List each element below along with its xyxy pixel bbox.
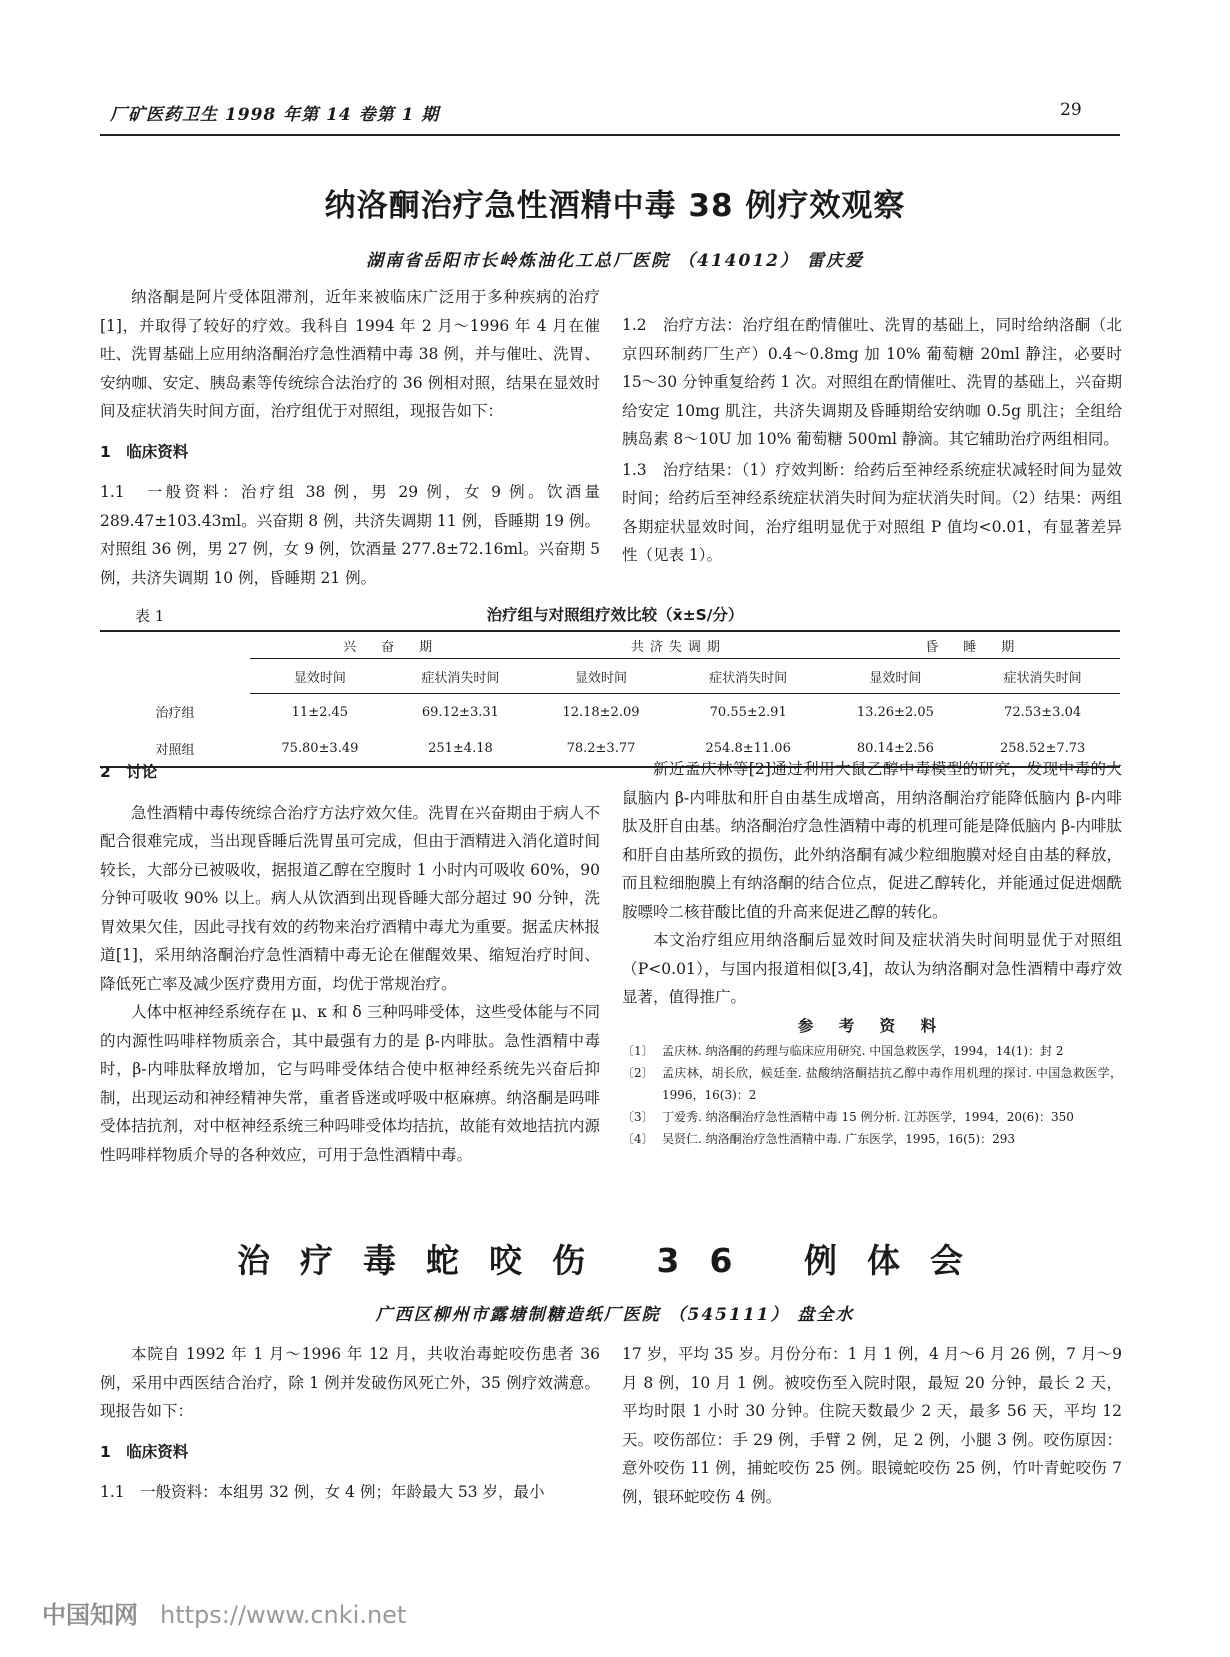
table-cell: 80.14±2.56 (826, 730, 966, 767)
references-heading: 参 考 资 料 (797, 1016, 947, 1035)
table-subheader: 症状消失时间 (390, 659, 531, 694)
table-cell: 254.8±11.06 (671, 730, 826, 767)
article2-title: 治疗毒蛇咬伤 36 例体会 (237, 1241, 993, 1280)
article1-discussion-right (622, 755, 1122, 1150)
table-cell: 13.26±2.05 (856, 704, 934, 720)
discussion-paragraph: 新近孟庆林等[2]通过利用大鼠乙醇中毒模型的研究，发现中毒的大鼠脑内 β-内啡肽和肝自由基生成增高，用纳洛酮治疗能降低脑内 β-内啡肽及肝自由基。纳洛酮治疗急性酒精中毒的机理可能是降低脑内 β-内啡肽和肝自由基所致的损伤，此外纳洛酮有减少粒细胞膜对烃自由基的释放，而且粒细胞膜上有纳洛酮的结合位点，促进乙醇转化，并能通过促进烟酰胺嘌呤二核苷酸比值的升高来促进乙醇的转化。 (622, 760, 1122, 921)
table-row-label: 对照组 (100, 730, 250, 767)
article1-section2-heading: 2 讨论 (100, 763, 158, 781)
results-table (100, 630, 1120, 768)
header-rule (100, 134, 1120, 136)
article1-section1-heading: 1 临床资料 (100, 442, 189, 461)
article2-general-data-cont: 17 岁，平均 35 岁。月份分布：1 月 1 例，4 月～6 月 26 例，7 月～9 月 8 例，10 月 1 例。被咬伤至入院时限，最短 20 分钟，最长 2 天，平均时限 1 小时 30 分钟。住院天数最少 2 天，最多 56 天，平均 12 天。咬伤部位：手 29 例，手臂 2 例，足 2 例，小腿 3 例。咬伤原因：意外咬伤 11 例，捕蛇咬伤 25 例。眼镜蛇咬伤 25 例，竹叶青蛇咬伤 7 例，银环蛇咬伤 4 例。 (622, 1345, 1122, 1506)
table-cell: 12.18±2.09 (562, 704, 640, 720)
discussion-paragraph: 本文治疗组应用纳洛酮后显效时间及症状消失时间明显优于对照组（P<0.01），与国内报道相似[3,4]，故认为纳洛酮对急性酒精中毒疗效显著，值得推广。 (622, 931, 1122, 1006)
table-title: 治疗组与对照组疗效比较（x̄±S/分） (486, 606, 744, 624)
journal-header: 厂矿医药卫生 1998 年第 14 卷第 1 期 (110, 105, 440, 125)
table-cell: 70.55±2.91 (709, 704, 787, 720)
reference-text: 孟庆林. 纳洛酮的药理与临床应用研究. 中国急救医学，1994，14(1)：封 2 (662, 1044, 1064, 1058)
reference-number: 〔3〕 (622, 1110, 654, 1124)
reference-item (622, 1040, 1122, 1062)
references-list (622, 1040, 1122, 1150)
table-cell: 258.52±7.73 (965, 730, 1120, 767)
article2-affiliation: 广西区柳州市露塘制糖造纸厂医院 （545111） 盘全水 (375, 1305, 855, 1325)
table-subheader: 显效时间 (531, 659, 671, 694)
watermark-url: https://www.cnki.net (160, 1601, 407, 1629)
table-subheader: 症状消失时间 (671, 659, 826, 694)
article1-column-left (100, 283, 600, 592)
article2-column-right (622, 1340, 1122, 1511)
article2-general-data: 1.1 一般资料：本组男 32 例，女 4 例；年龄最大 53 岁，最小 (100, 1483, 545, 1501)
reference-text: 孟庆林，胡长欣，候廷奎. 盐酸纳洛酮拮抗乙醇中毒作用机理的探讨. 中国急救医学，1996，16(3)：2 (662, 1066, 1122, 1102)
article1-discussion-left (100, 758, 600, 1169)
table-group-header: 昏 睡 期 (826, 631, 1120, 659)
table-row-label: 治疗组 (155, 706, 195, 722)
article1-general-data: 1.1 一般资料：治疗组 38 例，男 29 例，女 9 例。饮酒量 289.47±103.43ml。兴奋期 8 例，共济失调期 11 例，昏睡期 19 例。对照组 36 例，男 27 例，女 9 例，饮酒量 277.8±72.16ml。兴奋期 5 例，共济失调期 10 例，昏睡期 21 例。 (100, 483, 600, 587)
table-cell: 75.80±3.49 (250, 730, 390, 767)
article2-column-left (100, 1340, 600, 1507)
discussion-paragraph: 急性酒精中毒传统综合治疗方法疗效欠佳。洗胃在兴奋期由于病人不配合很难完成，当出现昏睡后洗胃虽可完成，但由于酒精进入消化道时间较长，大部分已被吸收，据报道乙醇在空腹时 1 小时内可吸收 60%，90 分钟可吸收 90% 以上。病人从饮酒到出现昏睡大部分超过 90 分钟，洗胃效果欠佳，因此寻找有效的药物来治疗酒精中毒尤为重要。据孟庆林报道[1]，采用纳洛酮治疗急性酒精中毒无论在催醒效果、缩短治疗时间、降低死亡率及减少医疗费用方面，均优于常规治疗。 (100, 803, 600, 993)
table-cell: 78.2±3.77 (531, 730, 671, 767)
table-cell: 251±4.18 (390, 730, 531, 767)
cnki-watermark (42, 1595, 406, 1630)
table-group-header: 兴 奋 期 (250, 631, 531, 659)
table-cell: 72.53±3.04 (1004, 704, 1082, 720)
reference-number: 〔4〕 (622, 1132, 654, 1146)
reference-item (622, 1128, 1122, 1150)
reference-item (622, 1062, 1122, 1106)
article1-intro: 纳洛酮是阿片受体阻滞剂，近年来被临床广泛用于多种疾病的治疗[1]，并取得了较好的疗效。我科自 1994 年 2 月～1996 年 4 月在催吐、洗胃基础上应用纳洛酮治疗急性酒精中毒 38 例，并与催吐、洗胃、安纳咖、安定、胰岛素等传统综合法治疗的 36 例相对照，结果在显效时间及症状消失时间方面，治疗组优于对照组，现报告如下： (100, 288, 600, 420)
table-corner (100, 631, 250, 694)
article1-affiliation: 湖南省岳阳市长岭炼油化工总厂医院 （414012） 雷庆爱 (366, 251, 864, 271)
page-number: 29 (1060, 100, 1082, 120)
watermark-brand: 中国知网 (42, 1601, 138, 1629)
article1-column-right (622, 283, 1122, 570)
reference-text: 吴贤仁. 纳洛酮治疗急性酒精中毒. 广东医学，1995，16(5)：293 (662, 1132, 1015, 1146)
table-cell: 11±2.45 (291, 704, 349, 720)
article2-intro: 本院自 1992 年 1 月～1996 年 12 月，共收治毒蛇咬伤患者 36 例，采用中西医结合治疗，除 1 例并发破伤风死亡外，35 例疗效满意。现报告如下： (100, 1345, 600, 1420)
article2-section1-heading: 1 临床资料 (100, 1442, 189, 1461)
article1-treatment-result: 1.3 治疗结果：（1）疗效判断：给药后至神经系统症状减轻时间为显效时间；给药后至神经系统症状消失时间为症状消失时间。（2）结果：两组各期症状显效时间，治疗组明显优于对照组 P 值均<0.01，有显著差异性（见表 1）。 (622, 460, 1122, 564)
table-label: 表 1 (135, 607, 165, 625)
table-cell: 69.12±3.31 (421, 704, 499, 720)
article1-treatment-method: 1.2 治疗方法：治疗组在酌情催吐、洗胃的基础上，同时给纳洛酮（北京四环制药厂生产）0.4～0.8mg 加 10% 葡萄糖 20ml 静注，必要时 15～30 分钟重复给药 1 次。对照组在酌情催吐、洗胃的基础上，兴奋期给安定 10mg 肌注，共济失调期及昏睡期给安纳咖 0.5g 肌注；全组给胰岛素 8～10U 加 10% 葡萄糖 500ml 静滴。其它辅助治疗两组相同。 (622, 316, 1122, 448)
discussion-paragraph: 人体中枢神经系统存在 μ、κ 和 δ 三种吗啡受体，这些受体能与不同的内源性吗啡样物质亲合，其中最强有力的是 β-内啡肽。急性酒精中毒时，β-内啡肽释放增加，它与吗啡受体结合使中枢神经系统先兴奋后抑制，出现运动和神经精神失常，重者昏迷或呼吸中枢麻痹。纳洛酮是吗啡受体拮抗剂，对中枢神经系统三种吗啡受体均拮抗，故能有效地拮抗内源性吗啡样物质介导的各种效应，可用于急性酒精中毒。 (100, 1003, 600, 1164)
table-row (100, 694, 1120, 731)
article1-title: 纳洛酮治疗急性酒精中毒 38 例疗效观察 (324, 188, 906, 224)
reference-item (622, 1106, 1122, 1128)
table-subheader: 显效时间 (250, 659, 390, 694)
reference-text: 丁爱秀. 纳洛酮治疗急性酒精中毒 15 例分析. 江苏医学，1994，20(6)：350 (662, 1110, 1074, 1124)
reference-number: 〔2〕 (622, 1066, 654, 1080)
table-subheader: 显效时间 (826, 659, 966, 694)
table-group-header: 共济失调期 (531, 631, 825, 659)
table-subheader: 症状消失时间 (965, 659, 1120, 694)
reference-number: 〔1〕 (622, 1044, 654, 1058)
